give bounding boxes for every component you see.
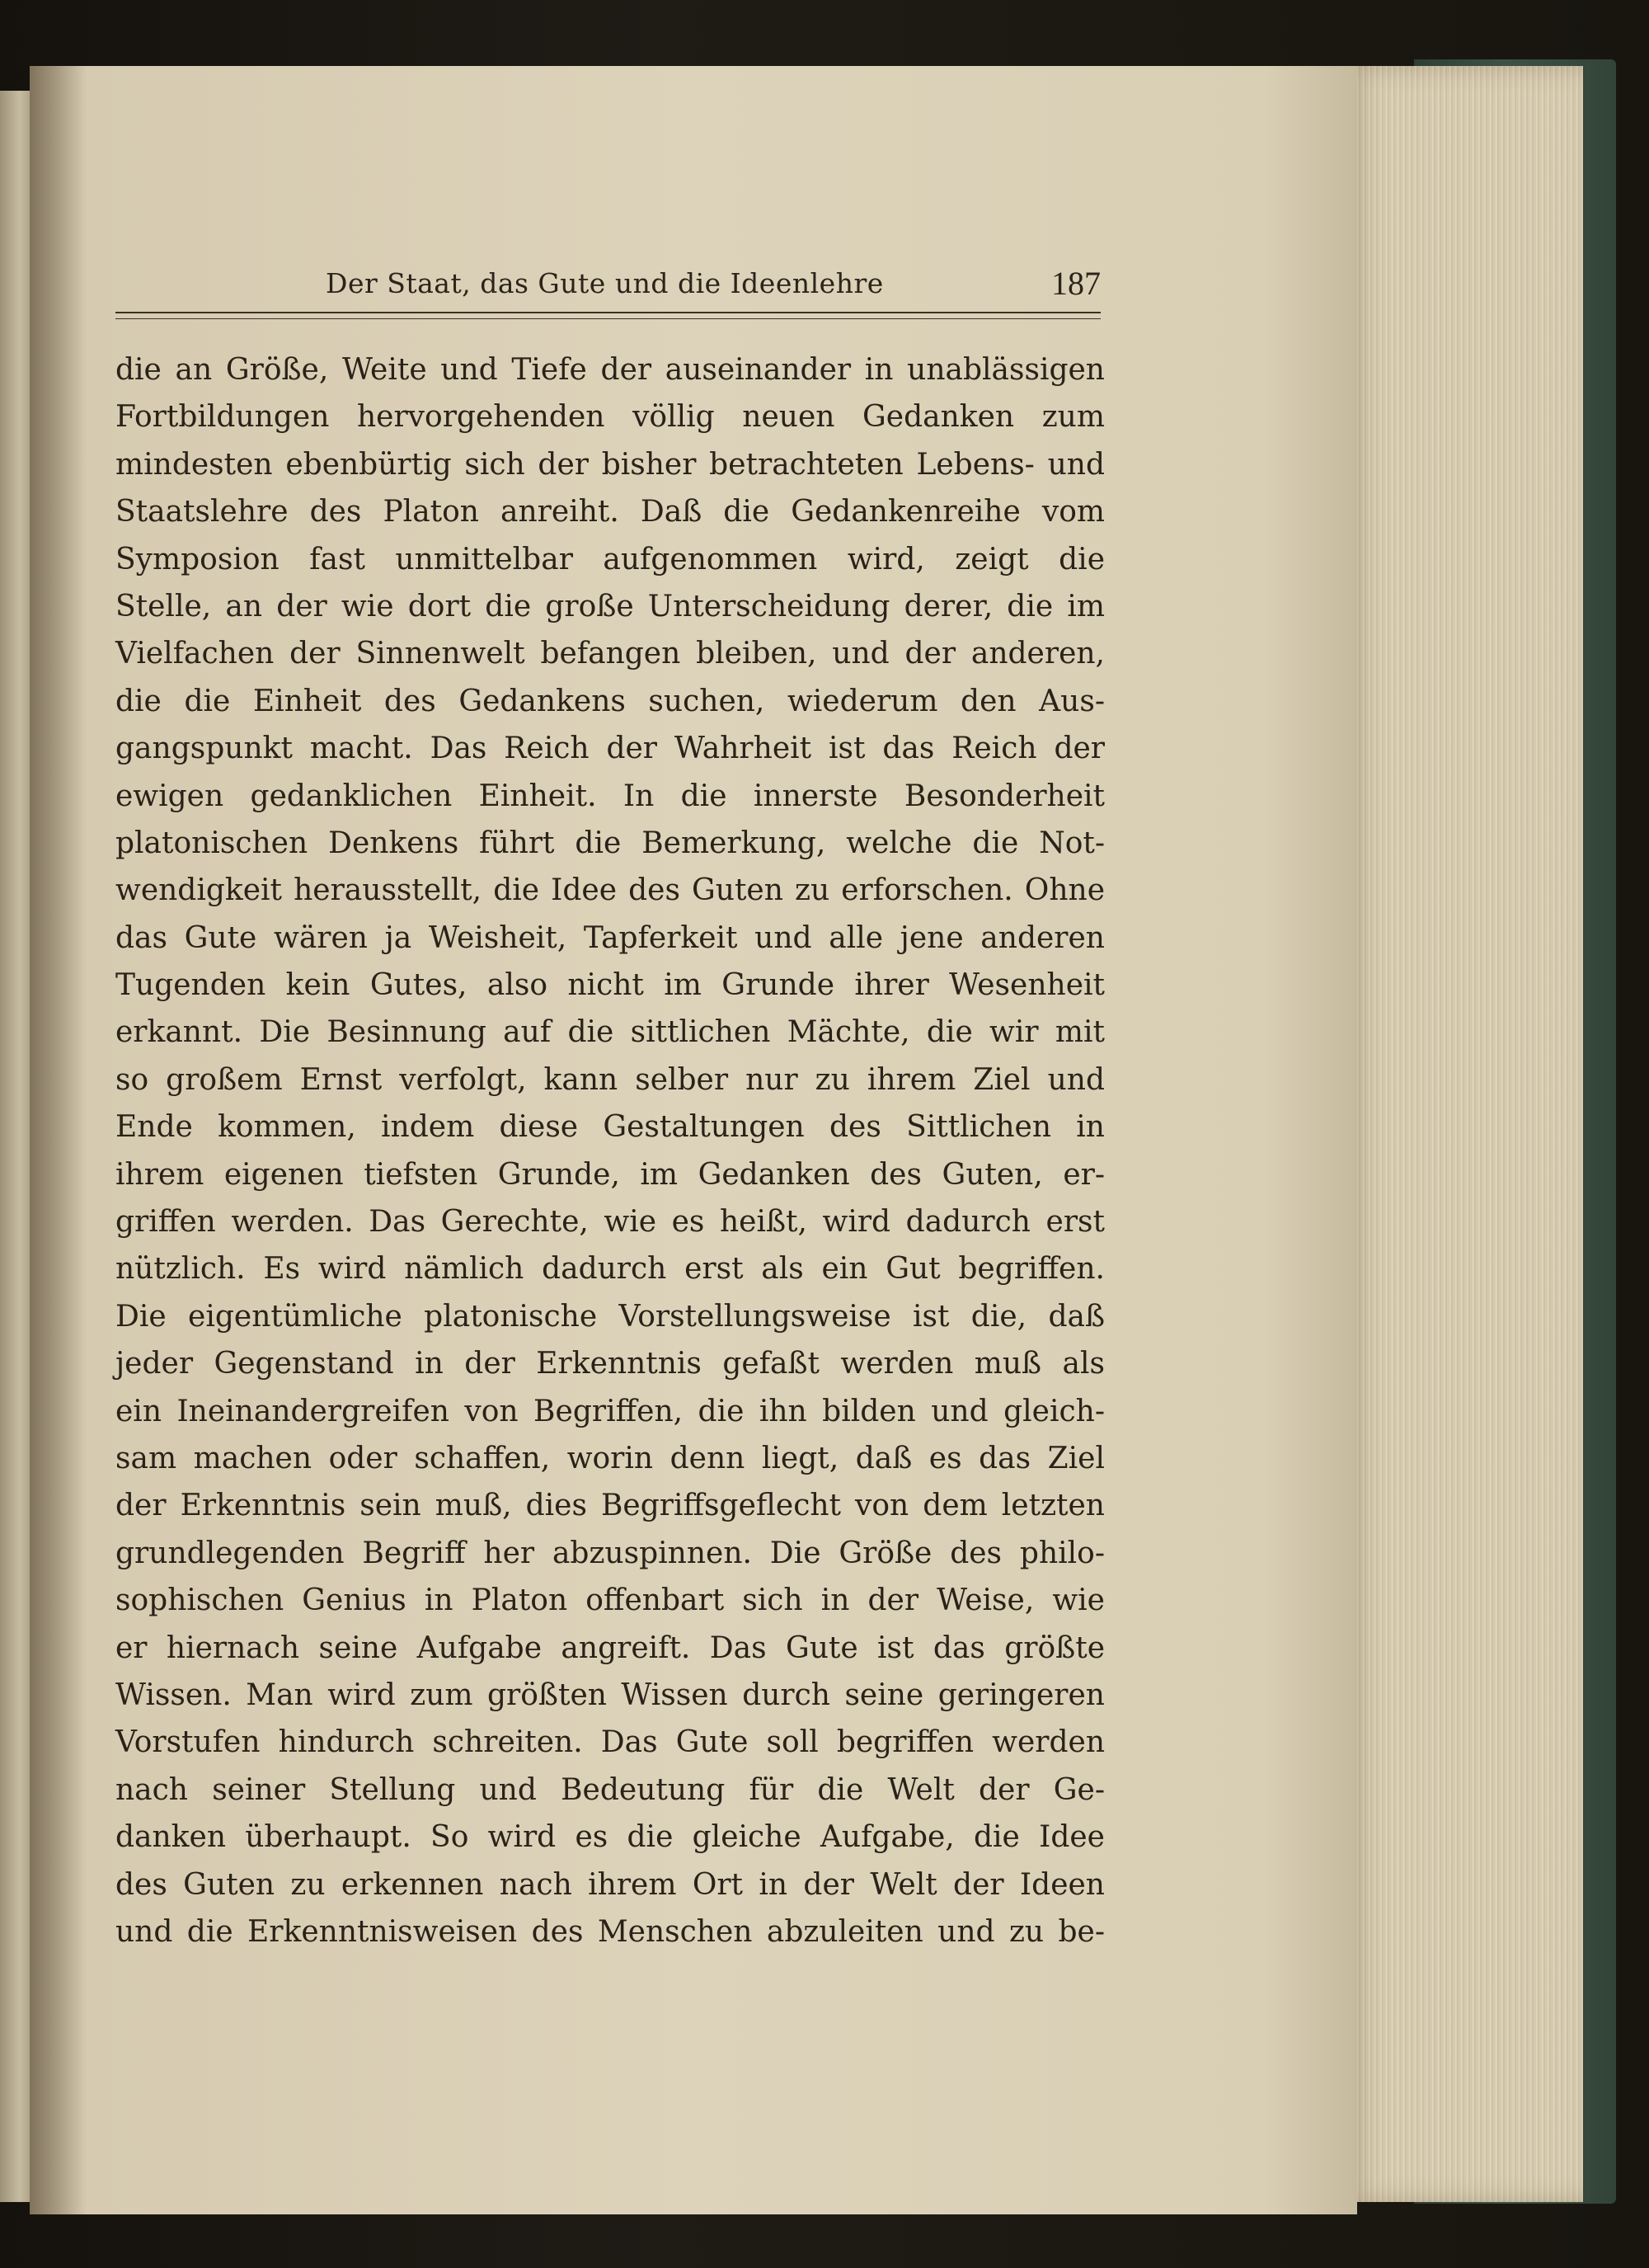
- text-line: Symposion fast unmittelbar aufgenommen wird, zeigt die: [115, 542, 1105, 576]
- text-line: die die Einheit des Gedankens suchen, wiederum den Aus-: [115, 684, 1105, 718]
- text-line: und die Erkenntnisweisen des Menschen abzuleiten und zu be-: [115, 1914, 1105, 1949]
- text-line: wendigkeit herausstellt, die Idee des Guten zu erforschen. Ohne: [115, 873, 1105, 908]
- text-line: ein Ineinandergreifen von Begriffen, die ihn bilden und gleich-: [115, 1394, 1105, 1428]
- text-line: so großem Ernst verfolgt, kann selber nur zu ihrem Ziel und: [115, 1062, 1105, 1097]
- text-line: Ende kommen, indem diese Gestaltungen des Sittlichen in: [115, 1110, 1105, 1145]
- page-number: 187: [1051, 265, 1101, 302]
- text-line: mindesten ebenbürtig sich der bisher betrachteten Lebens- und: [115, 447, 1105, 482]
- text-line: Vielfachen der Sinnenwelt befangen bleiben, und der anderen,: [115, 637, 1105, 671]
- text-line: er hiernach seine Aufgabe angreift. Das Gute ist das größte: [115, 1630, 1105, 1665]
- header-rule: [115, 312, 1101, 313]
- text-line: das Gute wären ja Weisheit, Tapferkeit und alle jene anderen: [115, 920, 1105, 955]
- text-line: platonischen Denkens führt die Bemerkung, welche die Not-: [115, 826, 1105, 860]
- text-line: Vorstufen hindurch schreiten. Das Gute soll begriffen werden: [115, 1725, 1105, 1760]
- text-line: jeder Gegenstand in der Erkenntnis gefaßt werden muß als: [115, 1347, 1105, 1381]
- text-line: ewigen gedanklichen Einheit. In die innerste Besonderheit: [115, 779, 1105, 813]
- text-line: grundlegenden Begriff her abzuspinnen. Die Größe des philo-: [115, 1536, 1105, 1570]
- text-line: die an Größe, Weite und Tiefe der auseinander in unablässigen: [115, 353, 1105, 387]
- text-line: nach seiner Stellung und Bedeutung für die Welt der Ge-: [115, 1772, 1105, 1807]
- text-line: Staatslehre des Platon anreiht. Daß die Gedankenreihe vom: [115, 495, 1105, 529]
- text-line: sam machen oder schaffen, worin denn liegt, daß es das Ziel: [115, 1441, 1105, 1475]
- text-line: danken überhaupt. So wird es die gleiche Aufgabe, die Idee: [115, 1820, 1105, 1855]
- running-head: [115, 264, 1101, 313]
- header-rule-thin: [115, 318, 1101, 319]
- text-line: nützlich. Es wird nämlich dadurch erst als ein Gut begriffen.: [115, 1252, 1105, 1287]
- text-line: Die eigentümliche platonische Vorstellungsweise ist die, daß: [115, 1299, 1105, 1334]
- text-line: gangspunkt macht. Das Reich der Wahrheit ist das Reich der: [115, 732, 1105, 766]
- text-line: sophischen Genius in Platon offenbart sich in der Weise, wie: [115, 1583, 1105, 1618]
- text-line: Stelle, an der wie dort die große Unterscheidung derer, die im: [115, 589, 1105, 623]
- running-head-title: Der Staat, das Gute und die Ideenlehre: [326, 267, 884, 299]
- text-line: der Erkenntnis sein muß, dies Begriffsgeflecht von dem letzten: [115, 1489, 1105, 1523]
- text-line: griffen werden. Das Gerechte, wie es heißt, wird dadurch erst: [115, 1205, 1105, 1240]
- text-line: des Guten zu erkennen nach ihrem Ort in der Welt der Ideen: [115, 1867, 1105, 1902]
- facing-page-edge: [0, 91, 33, 2202]
- text-line: Fortbildungen hervorgehenden völlig neuen Gedanken zum: [115, 400, 1105, 435]
- text-line: Tugenden kein Gutes, also nicht im Grunde ihrer Wesenheit: [115, 968, 1105, 1003]
- text-line: erkannt. Die Besinnung auf die sittlichen Mächte, die wir mit: [115, 1015, 1105, 1050]
- page-edges: [1344, 66, 1583, 2202]
- text-line: Wissen. Man wird zum größten Wissen durch seine geringeren: [115, 1677, 1105, 1712]
- text-line: ihrem eigenen tiefsten Grunde, im Gedanken des Guten, er-: [115, 1157, 1105, 1192]
- body-text: [115, 346, 1105, 1955]
- gutter-shadow: [30, 66, 87, 2214]
